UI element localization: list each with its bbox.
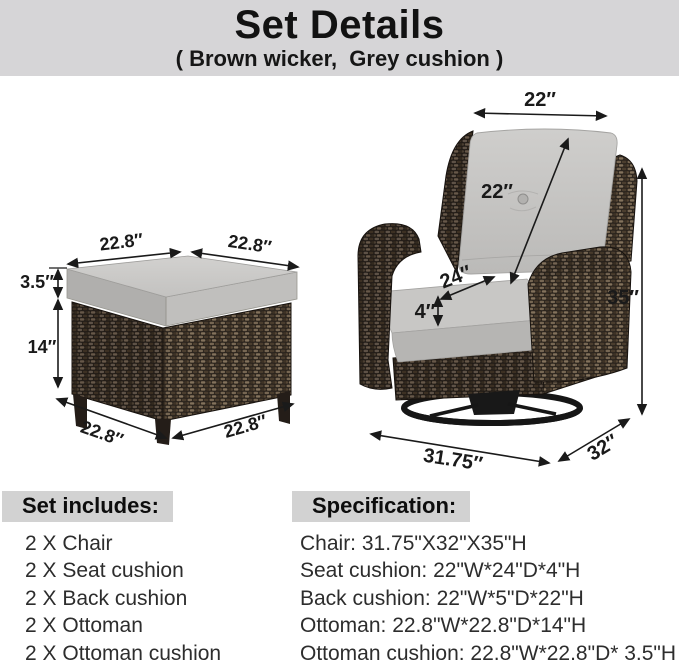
chair-seat-height-dimension: 4″ xyxy=(414,301,436,323)
specification-section xyxy=(290,487,679,667)
furniture-diagram-svg xyxy=(0,76,679,486)
ottoman-cushion-height-dimension: 3.5″ xyxy=(20,272,54,292)
chair-back-width-dimension: 22″ xyxy=(524,89,556,111)
specification-heading: Specification: xyxy=(292,491,470,522)
set-includes-item: 2 X Chair xyxy=(25,532,113,555)
ottoman-base-height-dimension: 14″ xyxy=(27,337,57,357)
page-subtitle: ( Brown wicker, Grey cushion ) xyxy=(175,46,504,71)
chair-seat-depth-dimension: 24″ xyxy=(437,261,475,294)
specification-item: Ottoman cushion: 22.8"W*22.8"D* 3.5"H xyxy=(300,641,677,665)
specification-item: Back cushion: 22"W*5"D*22"H xyxy=(300,586,584,610)
specification-item: Ottoman: 22.8"W*22.8"D*14"H xyxy=(300,614,587,638)
set-includes-heading: Set includes: xyxy=(2,491,173,522)
header-band xyxy=(0,0,679,76)
set-includes-item: 2 X Seat cushion xyxy=(25,559,184,583)
chair-seat-cushion xyxy=(379,279,550,362)
ottoman-top-right-dimension: 22.8″ xyxy=(226,230,273,258)
ottoman-illustration xyxy=(20,229,298,450)
set-includes-item: 2 X Ottoman xyxy=(25,614,143,638)
ottoman-bottom-left-dimension: 22.8″ xyxy=(78,416,126,451)
specification-item: Chair: 31.75"X32"X35"H xyxy=(300,532,527,555)
set-includes-section xyxy=(0,487,285,667)
chair-depth-dimension: 32″ xyxy=(583,430,623,466)
set-includes-list xyxy=(0,530,285,667)
chair-height-dimension: 35″ xyxy=(607,287,639,309)
specification-list xyxy=(290,530,679,667)
dimension-diagram xyxy=(0,76,679,486)
chair-illustration xyxy=(358,89,642,476)
ottoman-top-left-dimension: 22.8″ xyxy=(98,229,145,255)
ottoman-bottom-right-dimension: 22.8″ xyxy=(221,410,270,442)
set-includes-item: 2 X Ottoman cushion xyxy=(25,641,222,665)
specification-item: Seat cushion: 22"W*24"D*4"H xyxy=(300,559,581,583)
page-title: Set Details xyxy=(234,3,445,47)
set-includes-item: 2 X Back cushion xyxy=(25,586,188,610)
cushion-button xyxy=(518,194,528,204)
ottoman-leg xyxy=(155,419,171,445)
chair-width-dimension: 31.75″ xyxy=(421,444,485,476)
chair-back-height-dimension: 22″ xyxy=(481,181,513,203)
